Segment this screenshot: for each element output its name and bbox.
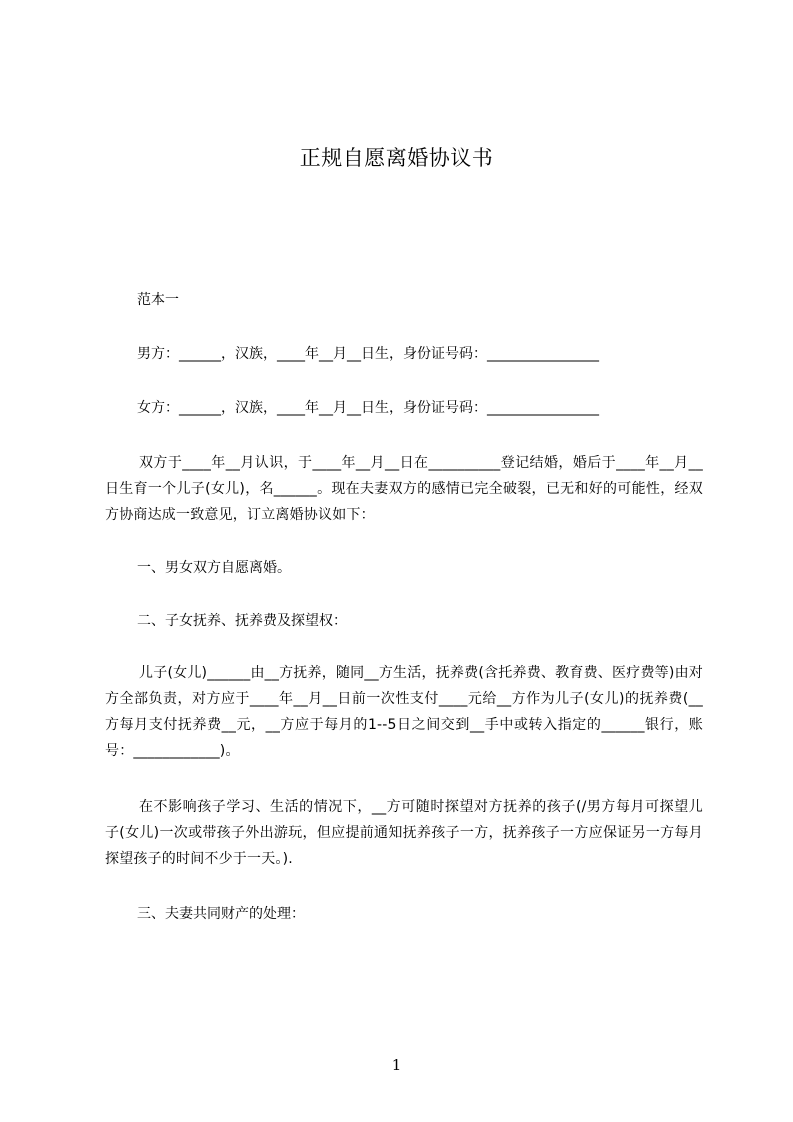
template-label: 范本一: [137, 292, 179, 308]
child-support-paragraph: 儿子(女儿)______由__方抚养，随同__方生活，抚养费(含托养费、教育费、医疗费等)由对方全部负责，对方应于____年__月__日前一次性支付____元给__方作为儿子(女儿)的抚养费(__方每月支付抚养费__元，__方应于每月的1--5日之间交到__手中或转入指定的______银行，账号：____________)。: [105, 665, 703, 759]
intro-paragraph: 双方于____年__月认识，于____年__月__日在__________登记结婚，婚后于____年__月__日生育一个儿子(女儿)，名______。现在夫妻双方的感情已完全破裂，已无和好的可能性，经双方协商达成一致意见，订立离婚协议如下：: [105, 455, 703, 523]
visitation-paragraph: 在不影响孩子学习、生活的情况下，__方可随时探望对方抚养的孩子(/男方每月可探望儿子(女儿)一次或带孩子外出游玩，但应提前通知抚养孩子一方，抚养孩子一方应保证另一方每月探望孩子的时间不少于一天。).: [105, 799, 703, 867]
page-number: 1: [391, 1056, 402, 1074]
section-2-heading: 二、子女抚养、抚养费及探望权：: [137, 613, 347, 629]
wife-info-line: 女方：______，汉族，____年__月__日生，身份证号码：________________: [137, 400, 599, 416]
husband-info-line: 男方：______，汉族，____年__月__日生，身份证号码：________________: [137, 346, 599, 362]
document-title: 正规自愿离婚协议书: [299, 146, 494, 170]
section-3-heading: 三、夫妻共同财产的处理：: [137, 906, 305, 922]
section-1-heading: 一、男女双方自愿离婚。: [137, 560, 291, 576]
